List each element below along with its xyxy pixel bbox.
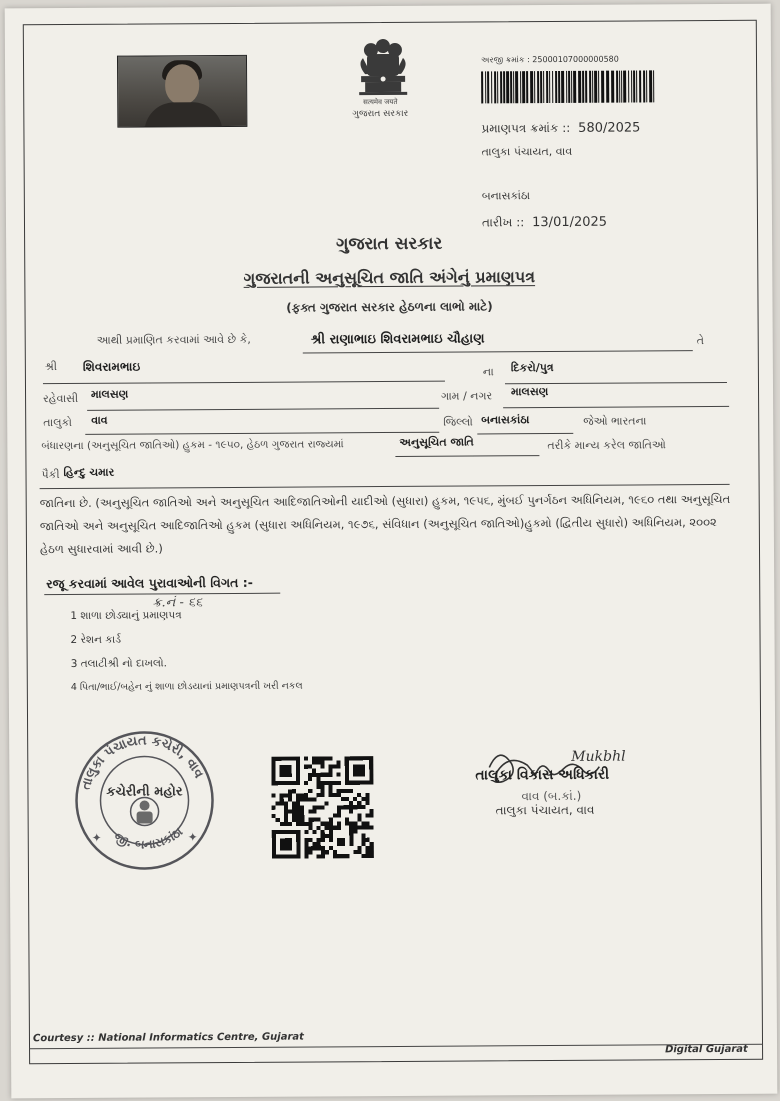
signature-text: Mukbhl xyxy=(571,748,626,765)
certify-label: આથી પ્રમાણિત કરવામાં આવે છે કે, xyxy=(96,332,251,347)
na-label: ના xyxy=(482,365,494,379)
qr-code xyxy=(271,756,374,859)
barcode-bar xyxy=(485,71,486,103)
barcode-bar xyxy=(500,71,502,103)
barcode-bar xyxy=(534,71,535,103)
barcode-bar xyxy=(621,71,622,103)
office-seal xyxy=(73,729,216,872)
barcode-bar xyxy=(592,71,593,103)
certificate-title: ગુજરાતની અનુસૂચિત જાતિ અંગેનું પ્રમાણપત્ર xyxy=(243,267,536,288)
barcode-bar xyxy=(566,71,567,103)
barcode-bar xyxy=(513,71,514,103)
barcode-bar xyxy=(497,71,498,103)
applicant-photo xyxy=(117,55,247,128)
document-item: 2 રેશન કાર્ડ xyxy=(70,633,122,646)
application-number: અરજી ક્રમાંક : 25000107000000580 xyxy=(480,54,619,65)
date-label: તારીખ :: xyxy=(481,215,525,230)
barcode-bar xyxy=(558,71,560,103)
barcode-bar xyxy=(582,71,584,103)
who-label: જેઓ ભારતના xyxy=(583,414,647,428)
among-label: પૈકી xyxy=(41,468,60,482)
barcode-bar xyxy=(555,71,557,103)
footer-brand: Digital Gujarat xyxy=(665,1043,748,1056)
barcode-bar xyxy=(503,71,505,103)
document-item: 3 તલાટીશ્રી નો દાખલો. xyxy=(70,657,167,670)
te-label: તે xyxy=(696,334,705,348)
recognized-label: તરીકે માન્ય કરેલ જાતિઓ xyxy=(547,438,666,453)
barcode-bar xyxy=(568,71,570,103)
barcode-bar xyxy=(520,71,521,103)
barcode-bar xyxy=(601,71,604,103)
barcode-bar xyxy=(639,70,641,102)
certificate-sheet xyxy=(5,4,778,1099)
barcode-bar xyxy=(606,71,609,103)
barcode-bar xyxy=(540,71,542,103)
barcode-bar xyxy=(594,71,597,103)
svg-text:✦: ✦ xyxy=(187,830,198,845)
taluka-label: તાલુકો xyxy=(43,415,73,430)
signature-office: તાલુકા પંચાયત, વાવ xyxy=(495,802,595,818)
svg-text:જી. બનાસકાંઠા xyxy=(111,824,185,852)
taluka-value: વાવ xyxy=(91,413,108,427)
barcode-bar xyxy=(623,71,626,103)
barcode-bar xyxy=(646,70,647,102)
barcode-bar xyxy=(571,71,572,103)
barcode-bar xyxy=(543,71,544,103)
document-item: 1 શાળા છોડ્યાનું પ્રમાણપત્ર xyxy=(70,609,182,622)
barcode-bar xyxy=(546,71,548,103)
caste-value: હિન્દુ ચમાર xyxy=(63,465,115,479)
seal-ring-text: તાલુકા પંચાયત કચેરી, વાવ xyxy=(78,733,207,792)
barcode-bar xyxy=(616,71,618,103)
documents-heading: રજૂ કરવામાં આવેલ પુરાવાઓની વિગત :- xyxy=(46,574,253,592)
seal-bottom-text: જી. બનાસકાંઠા xyxy=(111,824,186,852)
certificate-number-label: પ્રમાણપત્ર ક્રમાંક :: xyxy=(481,120,571,136)
barcode-bar xyxy=(549,71,550,103)
designation: તાલુકા વિકાસ અધિકારી xyxy=(475,766,610,784)
barcode-bar xyxy=(643,70,645,102)
barcode-bar xyxy=(506,71,509,103)
barcode-bar xyxy=(537,71,539,103)
emblem-motto: सत्यमेव जयते xyxy=(363,97,398,107)
district-value: બનાસકાંઠા xyxy=(481,413,530,427)
svg-text:તાલુકા પંચાયત કચેરી, વાવ xyxy=(78,733,206,792)
category-value: અનુસૂચિત જાતિ xyxy=(399,435,474,449)
document-item: 4 પિતા/ભાઈ/બહેન નું શાળા છોડયાનાં પ્રમાણપત્રની ખરી નકલ xyxy=(70,680,303,693)
barcode-bar xyxy=(526,71,528,103)
barcode-bar xyxy=(522,71,525,103)
svg-text:✦: ✦ xyxy=(91,830,102,845)
footer-courtesy: Courtesy :: National Informatics Centre, Gujarat xyxy=(32,1031,304,1045)
barcode-bar xyxy=(619,71,620,103)
shri-label: શ્રી xyxy=(44,360,58,374)
certificate-subtitle: (ફક્ત ગુજરાત સરકાર હેઠળના લાભો માટે) xyxy=(286,299,493,315)
issue-date: 13/01/2025 xyxy=(532,214,608,231)
applicant-name: શ્રી રાણાભાઇ શિવરામભાઇ ચૌહાણ xyxy=(310,331,485,348)
relation: દિકરો/પુત્ર xyxy=(510,361,554,375)
barcode-bar xyxy=(653,70,654,102)
date-row xyxy=(482,215,607,231)
barcode-bar xyxy=(636,70,637,102)
legal-paragraph: જાતિના છે. (અનુસૂચિત જાતિઓ અને અનુસૂચિત આદિજાતિઓની યાદીઓ (સુધારા) હુકમ, ૧૯૫૬, મુંબઈ પુનર્ગઠન અધિનિયમ, ૧૯૬૦ તથા અનુસૂચિત જાતિઓ અને અનુસૂચિત આદિજાતિઓ હુકમ (સુધારા અધિનિયમ, ૧૯૭૬, સંવિધાન (અનુસૂચિત જાતિઓ)હુકમો (દ્વિતીય સુધારો) અધિનિયમ, ૨૦૦૨ હેઠળ સુધારવામાં આવી છે.) xyxy=(39,491,731,557)
emblem-label: ગુજરાત સરકાર xyxy=(352,108,409,120)
barcode-bar xyxy=(631,71,632,103)
barcode-bar xyxy=(487,71,489,103)
issuer-line: તાલુકા પંચાયત, વાવ xyxy=(481,144,573,159)
constitution-label: બંધારણના (અનુસૂચિત જાતિઓ) હુકમ - ૧૯૫૦, હેઠળ ગુજરાત રાજ્યમાં xyxy=(41,438,344,453)
government-title: ગુજરાત સરકાર xyxy=(335,233,443,255)
father-name: શિવરામભાઇ xyxy=(82,359,141,374)
barcode-bar xyxy=(510,71,512,103)
certificate-number: 580/2025 xyxy=(578,120,641,136)
barcode-bar xyxy=(598,71,599,103)
district-label: જિલ્લો xyxy=(443,415,473,429)
village-label: ગામ / નગર xyxy=(441,389,493,403)
certificate-number-row xyxy=(481,120,640,136)
barcode-bar xyxy=(481,71,483,103)
barcode-bar xyxy=(494,71,496,103)
barcode-bar xyxy=(573,71,576,103)
resident-value: માલસણ xyxy=(90,387,129,401)
barcode-bar xyxy=(578,71,581,103)
barcode-bar xyxy=(611,71,614,103)
barcode-bar xyxy=(561,71,564,103)
barcode-bar xyxy=(585,71,587,103)
barcode xyxy=(481,70,657,103)
district-line: બનાસકાંઠા xyxy=(481,189,531,203)
barcode-bar xyxy=(552,71,553,103)
village-value: માલસણ xyxy=(510,385,549,399)
seal-center-text: કચેરીની મહોર xyxy=(106,784,183,800)
national-emblem-icon xyxy=(343,36,423,102)
barcode-bar xyxy=(491,71,492,103)
barcode-bar xyxy=(530,71,533,103)
handwritten-note: ક્ર.નં - ૬૬ xyxy=(152,595,203,611)
resident-label: રહેવાસી xyxy=(43,391,79,406)
barcode-bar xyxy=(649,70,652,102)
signature-place: વાવ (બ.કાં.) xyxy=(521,788,582,804)
barcode-bar xyxy=(633,71,635,103)
barcode-bar xyxy=(628,71,629,103)
barcode-bar xyxy=(515,71,518,103)
barcode-bar xyxy=(589,71,591,103)
